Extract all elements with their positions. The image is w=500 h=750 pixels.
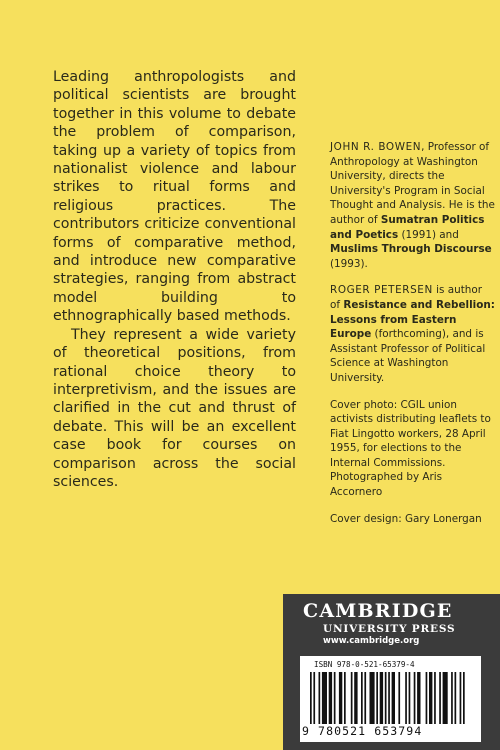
cover-design-credit: Cover design: Gary Lonergan [330,512,482,525]
cover-photo-credit: Cover photo: CGIL union activists distributing leaflets to Fiat Lingotto workers, 28 April 1955, for elections to the Internal Commissions. Photographed by Aris Accornero [330,398,491,499]
author-bios [330,140,495,538]
author-bio-bowen [330,140,495,271]
blurb-paragraph-1: Leading anthropologists and political scientists are brought together in this volume to debate the problem of comparison, taking up a variety of topics from nationalist violence and labour strikes to ritual forms and religious practices. The contributors criticize conventional forms of comparative method, and introduce new comparative strategies, ranging from abstract model building to ethnographically based methods. [53,69,296,325]
book-year: (1993). [330,257,368,270]
author-bio-text: , Professor of Anthropology at Washington University, directs the University's Program in Social Thought and Analysis. He is the author of [330,141,495,226]
author-bio-petersen [330,283,495,385]
blurb-paragraph-2: They represent a wide variety of theoretical positions, from rational choice theory to interpretivism, and the issues are clarified in the cut and thrust of debate. This will be an excellent case book for courses on comparison across the social sciences. [53,326,296,490]
author-name-bowen: JOHN R. BOWEN [330,141,422,153]
author-bio-text: (forthcoming), and is Assistant Professor of Political Science at Washington University. [330,328,486,384]
barcode-box [300,656,481,742]
book-year: (1991) and [398,228,459,241]
book-title: Sumatran Politics and Poetics [330,213,485,241]
back-cover-blurb [53,68,296,491]
publisher-logo-subtitle: UNIVERSITY PRESS [323,623,456,635]
barcode-graphic [310,672,471,724]
barcode-digits: 9 780521 653794 [302,724,423,738]
publisher-url: www.cambridge.org [323,636,420,646]
publisher-logo-name: CAMBRIDGE [303,600,453,622]
book-title: Resistance and Rebellion: Lessons from Eastern Europe [330,298,495,341]
isbn-label: ISBN 978-0-521-65379-4 [314,660,415,669]
author-name-petersen: ROGER PETERSEN [330,284,433,297]
publisher-panel [283,594,500,750]
author-bio-text: is author of [330,284,482,311]
book-title: Muslims Through Discourse [330,243,492,256]
